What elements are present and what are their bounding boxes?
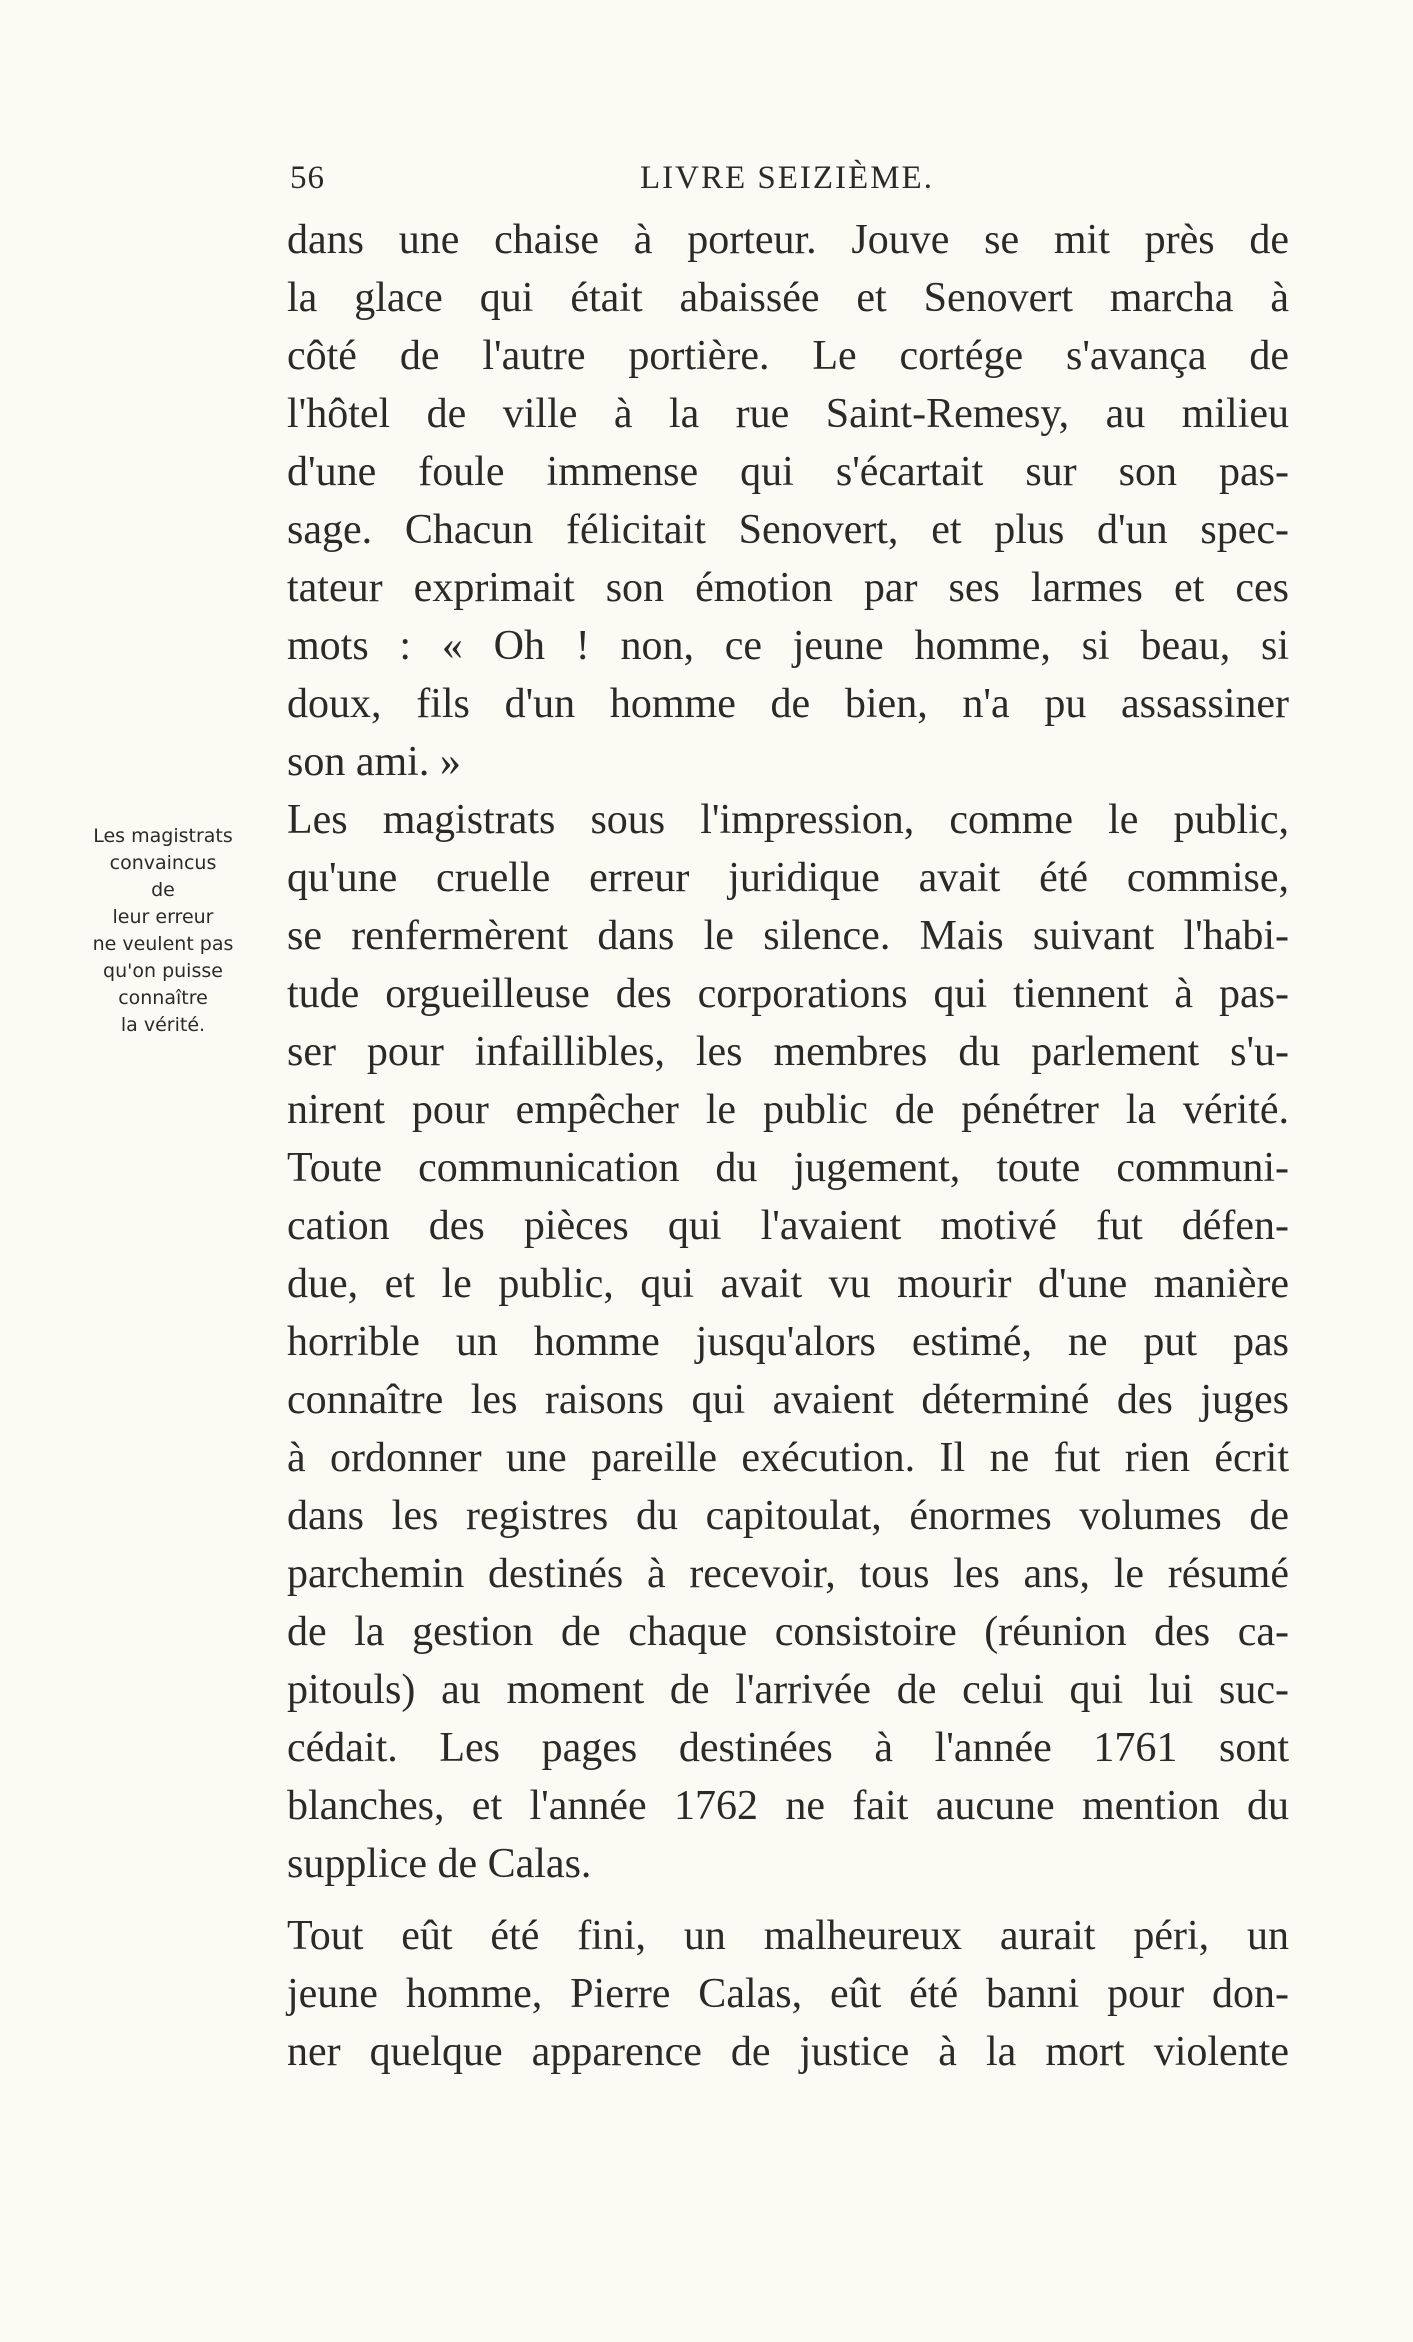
text-line: dans les registres du capitoulat, énormes volumes de	[287, 1493, 1289, 1539]
text-line: nirent pour empêcher le public de pénétrer la vérité.	[287, 1087, 1289, 1133]
margin-note-line: qu'on puisse	[103, 960, 223, 982]
text-line: d'une foule immense qui s'écartait sur son pas-	[287, 449, 1289, 495]
paragraph-gap	[287, 1893, 1289, 1907]
text-line: ner quelque apparence de justice à la mort violente	[287, 2029, 1289, 2075]
text-line: tateur exprimait son émotion par ses larmes et ces	[287, 565, 1289, 611]
margin-note-line: de	[151, 879, 175, 901]
text-line: ser pour infaillibles, les membres du parlement s'u-	[287, 1029, 1289, 1075]
text-line: pitouls) au moment de l'arrivée de celui qui lui suc-	[287, 1667, 1289, 1713]
margin-note-line: connaître	[118, 987, 208, 1009]
text-line: cédait. Les pages destinées à l'année 1761 sont	[287, 1725, 1289, 1771]
paragraph	[287, 791, 1289, 1893]
text-line: qu'une cruelle erreur juridique avait été commise,	[287, 855, 1289, 901]
body-text	[287, 211, 1289, 2081]
text-line: l'hôtel de ville à la rue Saint-Remesy, au milieu	[287, 391, 1289, 437]
text-line: Toute communication du jugement, toute communi-	[287, 1145, 1289, 1191]
text-line: dans une chaise à porteur. Jouve se mit près de	[287, 217, 1289, 263]
margin-note-line: la vérité.	[120, 1014, 206, 1036]
margin-note-line: convaincus	[109, 852, 217, 874]
text-line: connaître les raisons qui avaient déterminé des juges	[287, 1377, 1289, 1423]
text-line: de la gestion de chaque consistoire (réunion des ca-	[287, 1609, 1289, 1655]
paragraph	[287, 1907, 1289, 2081]
text-line: Les magistrats sous l'impression, comme le public,	[287, 797, 1289, 843]
margin-note-line: Les magistrats	[93, 825, 233, 847]
text-line: blanches, et l'année 1762 ne fait aucune mention du	[287, 1783, 1289, 1829]
text-line: horrible un homme jusqu'alors estimé, ne put pas	[287, 1319, 1289, 1365]
text-line: supplice de Calas.	[287, 1841, 592, 1887]
text-line: sage. Chacun félicitait Senovert, et plus d'un spec-	[287, 507, 1289, 553]
text-line: la glace qui était abaissée et Senovert marcha à	[287, 275, 1289, 321]
text-line: doux, fils d'un homme de bien, n'a pu assassiner	[287, 681, 1289, 727]
paragraph	[287, 211, 1289, 791]
page-number: 56	[290, 160, 325, 196]
text-line: tude orgueilleuse des corporations qui tiennent à pas-	[287, 971, 1289, 1017]
text-line: Tout eût été fini, un malheureux aurait péri, un	[287, 1913, 1289, 1959]
running-title: LIVRE SEIZIÈME.	[640, 160, 934, 196]
text-line: parchemin destinés à recevoir, tous les ans, le résumé	[287, 1551, 1289, 1597]
running-head	[290, 160, 1300, 204]
text-line: cation des pièces qui l'avaient motivé fut défen-	[287, 1203, 1289, 1249]
margin-note-line: ne veulent pas	[92, 933, 234, 955]
margin-note	[48, 823, 278, 1039]
text-line: son ami. »	[287, 739, 461, 785]
text-line: jeune homme, Pierre Calas, eût été banni pour don-	[287, 1971, 1289, 2017]
text-line: due, et le public, qui avait vu mourir d'une manière	[287, 1261, 1289, 1307]
margin-note-line: leur erreur	[112, 906, 214, 928]
text-line: mots : « Oh ! non, ce jeune homme, si beau, si	[287, 623, 1289, 669]
text-line: se renfermèrent dans le silence. Mais suivant l'habi-	[287, 913, 1289, 959]
text-line: à ordonner une pareille exécution. Il ne fut rien écrit	[287, 1435, 1289, 1481]
text-line: côté de l'autre portière. Le cortége s'avança de	[287, 333, 1289, 379]
